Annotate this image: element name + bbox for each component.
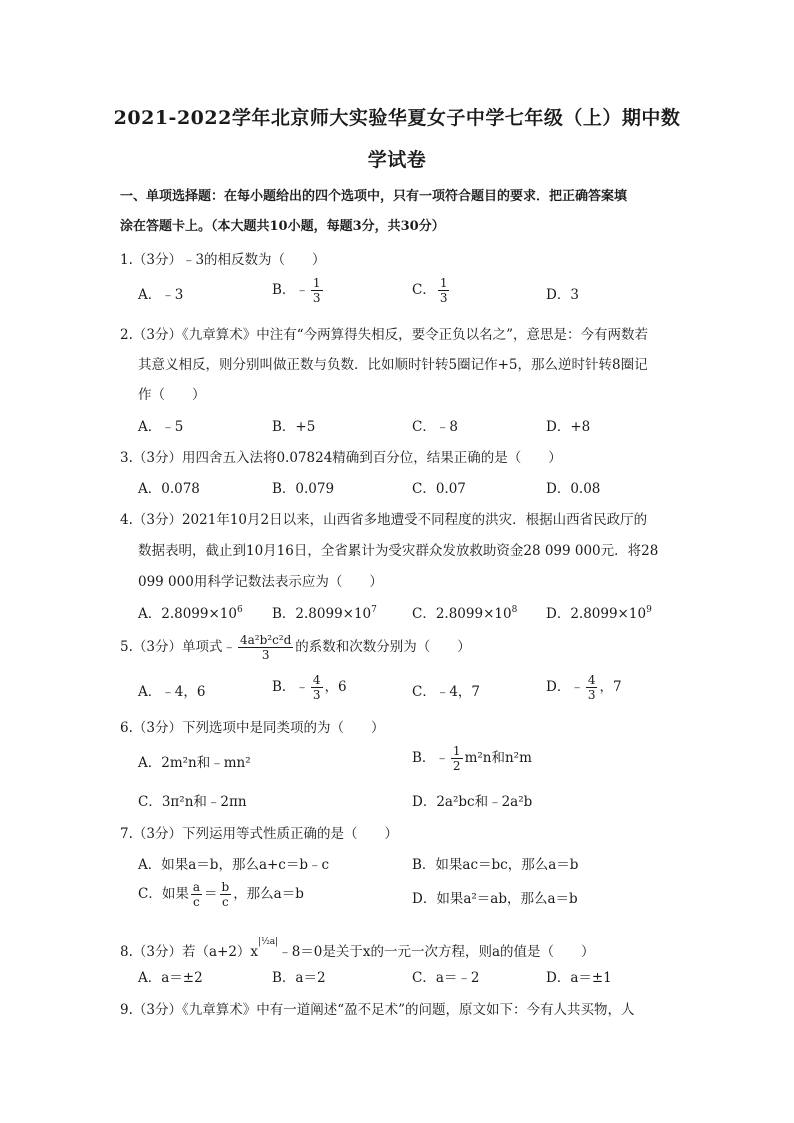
q5-option-d (546, 673, 622, 702)
q4-option-c-exponent: 8 (511, 605, 518, 615)
frac-numerator: 4 (312, 673, 321, 687)
frac-denominator: 3 (439, 291, 448, 305)
q1-option-b-prefix: B．﹣ (272, 282, 309, 298)
frac-numerator: 1 (452, 744, 461, 758)
q8-option-d: D．a＝±1 (546, 970, 612, 986)
q7-option-c (138, 880, 304, 909)
q1-option-c-fraction (438, 276, 450, 305)
question-2-line1: 2.（3分）《九章算术》中注有“今两算得失相反，要令正负以名之”，意思是：今有两数若 (120, 327, 649, 343)
frac-denominator: 3 (312, 688, 321, 702)
q6-option-d: D．2a²bc和﹣2a²b (412, 794, 533, 810)
question-5-stem (120, 633, 471, 662)
q6-option-b-fraction (451, 744, 463, 773)
q5-option-b-fraction (311, 673, 323, 702)
q5-option-c: C．﹣4，7 (412, 684, 481, 700)
q7-option-c-prefix: C．如果 (138, 886, 189, 902)
page-title-line2: 学试卷 (367, 149, 427, 171)
q8-option-a: A．a＝±2 (138, 970, 203, 986)
q4-option-d-text: D．2.8099×10 (546, 606, 647, 622)
q2-option-b: B．+5 (272, 419, 316, 435)
q7-option-c-suffix: ，那么a＝b (233, 886, 304, 902)
q5-option-d-suffix: ，7 (599, 679, 622, 695)
frac-numerator: 4 (587, 673, 596, 687)
q5-option-a: A．﹣4，6 (138, 684, 206, 700)
q3-option-c: C．0.07 (412, 481, 466, 497)
q2-option-a: A．﹣5 (138, 419, 184, 435)
q4-option-a-exponent: 6 (236, 605, 243, 615)
question-4-line3: 099 000用科学记数法表示应为（ ） (138, 574, 383, 590)
frac-denominator: 3 (312, 291, 321, 305)
q2-option-c: C．﹣8 (412, 419, 458, 435)
question-2-line2: 其意义相反，则分别叫做正数与负数．比如顺时针转5圈记作+5，那么逆时针转8圈记 (138, 357, 648, 373)
frac-numerator: 4a²b²c²d (239, 633, 292, 647)
q1-option-b (272, 276, 325, 305)
q8-option-b: B．a＝2 (272, 970, 326, 986)
q5-option-b (272, 673, 347, 702)
q5-monomial-fraction (238, 633, 293, 662)
q4-option-b-exponent: 7 (371, 605, 377, 615)
q1-option-d: D．3 (546, 287, 579, 303)
q3-option-a: A．0.078 (138, 481, 200, 497)
q1-option-c (412, 276, 451, 305)
q1-option-b-fraction (311, 276, 323, 305)
q5-option-b-suffix: ，6 (324, 679, 347, 695)
q5-option-d-fraction (586, 673, 598, 702)
q4-option-d (546, 602, 652, 622)
q6-option-b-suffix: m²n和n²m (464, 750, 532, 766)
q8-option-c: C．a＝﹣2 (412, 970, 480, 986)
question-3-stem: 3.（3分）用四舍五入法将0.07824精确到百分位，结果正确的是（ ） (120, 450, 562, 466)
q6-option-c: C．3π²n和﹣2πn (138, 794, 247, 810)
q3-option-b: B．0.079 (272, 481, 335, 497)
q5-stem-suffix: 的系数和次数分别为（ ） (295, 639, 471, 655)
q7-option-c-equals: ＝ (204, 886, 218, 902)
q4-option-c-text: C．2.8099×10 (412, 606, 512, 622)
question-6-stem: 6.（3分）下列选项中是同类项的为（ ） (120, 720, 385, 736)
q5-option-d-prefix: D．﹣ (546, 679, 584, 695)
question-4-line1: 4.（3分）2021年10月2日以来，山西省多地遭受不同程度的洪灾．根据山西省民政厅的 (120, 512, 648, 528)
q4-option-b (272, 602, 377, 622)
frac-numerator: 1 (439, 276, 448, 290)
frac-denominator: c (221, 895, 229, 909)
frac-denominator: c (193, 895, 200, 909)
q4-option-b-text: B．2.8099×10 (272, 606, 372, 622)
section-heading-line1: 一、单项选择题：在每小题给出的四个选项中，只有一项符合题目的要求．把正确答案填 (120, 189, 628, 204)
q5-stem-prefix: 5.（3分）单项式﹣ (120, 639, 236, 655)
frac-denominator: 3 (261, 648, 270, 662)
q8-exponent: |½a| (258, 937, 279, 947)
q3-option-d: D．0.08 (546, 481, 601, 497)
q4-option-a-text: A．2.8099×10 (138, 606, 237, 622)
question-8-stem (120, 937, 595, 960)
question-9-line1: 9.（3分）《九章算术》中有一道阐述“盈不足术”的问题，原文如下：今有人共买物，人 (120, 1002, 635, 1018)
question-1-stem: 1.（3分）﹣3的相反数为（ ） (120, 252, 326, 268)
question-2-line3: 作（ ） (138, 387, 206, 403)
q7-option-c-fraction-b (220, 880, 232, 909)
q7-option-c-fraction-a (191, 880, 202, 909)
frac-denominator: 2 (452, 759, 461, 773)
page-title-line1: 2021-2022学年北京师大实验华夏女子中学七年级（上）期中数 (113, 107, 681, 129)
frac-denominator: 3 (587, 688, 596, 702)
q7-option-d: D．如果a²＝ab，那么a＝b (412, 891, 578, 907)
q8-stem-prefix: 8.（3分）若（a+2）x (120, 944, 259, 960)
frac-numerator: 1 (312, 276, 321, 290)
frac-numerator: a (192, 880, 200, 894)
question-4-line2: 数据表明，截止到10月16日，全省累计为受灾群众发放救助资金28 099 000元．将28 (138, 543, 659, 559)
q8-stem-suffix: ﹣8＝0是关于x的一元一次方程，则a的值是（ ） (278, 944, 595, 960)
q7-option-b: B．如果ac＝bc，那么a＝b (412, 857, 579, 873)
question-7-stem: 7.（3分）下列运用等式性质正确的是（ ） (120, 826, 398, 842)
frac-numerator: b (221, 880, 230, 894)
q6-option-a: A．2m²n和﹣mn² (138, 755, 251, 771)
q4-option-d-exponent: 9 (646, 605, 652, 615)
q6-option-b-prefix: B．﹣ (412, 750, 449, 766)
section-heading-line2: 涂在答题卡上。（本大题共10小题，每题3分，共30分） (120, 219, 445, 234)
q1-option-a: A．﹣3 (138, 287, 184, 303)
q4-option-c (412, 602, 517, 622)
q1-option-c-prefix: C． (412, 282, 436, 298)
q5-option-b-prefix: B．﹣ (272, 679, 309, 695)
q4-option-a (138, 602, 243, 622)
q6-option-b (412, 744, 532, 773)
q7-option-a: A．如果a＝b，那么a+c＝b﹣c (138, 857, 330, 873)
q2-option-d: D．+8 (546, 419, 591, 435)
